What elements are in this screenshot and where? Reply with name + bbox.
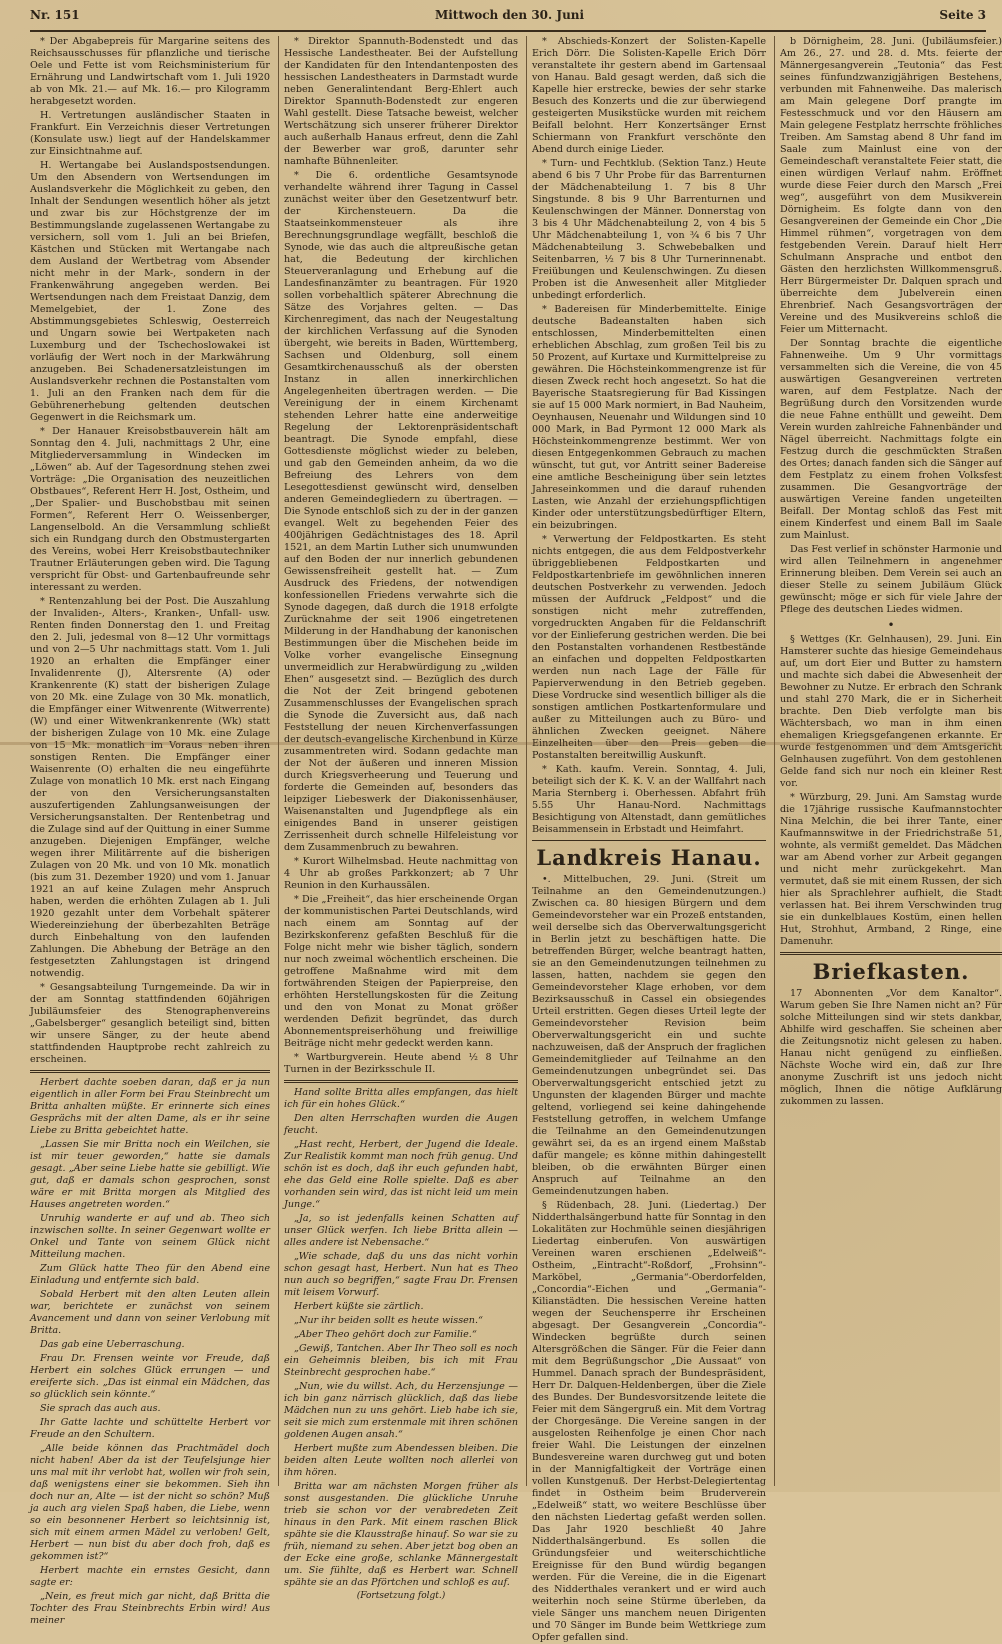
article-doernigheim-cont: Der Sonntag brachte die eigentliche Fahnenweihe. Um 9 Uhr vormittags versammelten sich die Vereine, die von 45 auswärtigen Gesangvereinen vertreten waren, auf dem Festplatze. Nach der Begrüßung durch den Vorsitzenden wurde die neue Fahne enthüllt und geweiht. Dem Verein wurden zahlreiche Fahnenbänder und Nägel überreicht. Nachmittags folgte ein Festzug durch die geschmückten Straßen des Ortes; danach fanden sich die Sänger auf dem Festplatz zu einem frohen Volksfest zusammen. Die Gesangvorträge der auswärtigen Vereine fanden ungeteilten Beifall. Der Montag schloß das Fest mit einem Kinderfest und einem Ball im Saale zum Mainlust. <box>780 338 1002 541</box>
article-singing-section: * Gesangsabteilung Turngemeinde. Da wir in der am Sonntag stattfindenden 60jährigen Jubiläumsfeier des Stenographenvereins „Gabelsberger“ gesanglich beteiligt sind, bitten wir unsere Sänger, zu der heute abend stattfindenden Hauptprobe recht zahlreich zu erscheinen. <box>30 982 270 1065</box>
serial-paragraph: „Lassen Sie mir Britta noch ein Weilchen, sie ist mir teuer geworden,“ hatte sie damals gesagt. „Aber seine Liebe hatte sie gebilligt. Wie gut, daß er damals schon gesprochen, sonst wäre er mit Britta morgen als Mitglied des Hauses angetreten worden.“ <box>30 1139 270 1210</box>
serial-paragraph: Ihr Gatte lachte und schüttelte Herbert vor Freude an den Schultern. <box>30 1417 270 1440</box>
serial-paragraph: Den alten Herrschaften wurden die Augen feucht. <box>284 1113 518 1136</box>
issue-date: Mittwoch den 30. Juni <box>434 8 585 22</box>
serial-paragraph: Zum Glück hatte Theo für den Abend eine Einladung und entfernte sich bald. <box>30 1263 270 1286</box>
serial-paragraph: Frau Dr. Frensen weinte vor Freude, daß Herbert ein solches Glück errungen — und ereiferte sich. „Das ist einmal ein Mädchen, das so glücklich sein könnte.“ <box>30 1353 270 1400</box>
serial-paragraph: „Wie schade, daß du uns das nicht vorhin schon gesagt hast, Herbert. Nun hat es Theo nun auch so begriffen,“ sagte Frau Dr. Frensen mit leisem Vorwurf. <box>284 1251 518 1298</box>
article-freiheit-newspaper: * Die „Freiheit“, das hier erscheinende Organ der kommunistischen Partei Deutschlands, wird nach einem am Sonntag auf der Bezirkskonferenz gefaßten Beschluß für die Folge nicht mehr wie bisher täglich, sondern nur noch zweimal wöchentlich erscheinen. Die getroffene Maßnahme wird mit dem fortwährenden Steigen der Papierpreise, den erhöhten Herstellungskosten für die Zeitung und den von Monat zu Monat größer werdenden Defizit begründet, das durch Abonnementspreiserhöhung und freiwillige Beiträge nicht mehr gedeckt werden kann. <box>284 894 518 1049</box>
serial-separator <box>30 1070 270 1073</box>
section-heading-briefkasten: Briefkasten. <box>812 959 970 984</box>
star-separator-icon: • <box>887 618 895 632</box>
article-wartburgverein: * Wartburgverein. Heute abend ½ 8 Uhr Turnen in der Bezirksschule II. <box>284 1052 518 1075</box>
column-4 <box>774 36 1002 1486</box>
article-margarine-price: * Der Abgabepreis für Margarine seitens des Reichsausschusses für pflanzliche und tierische Oele und Fette ist vom Reichsministerium für Ernährung und Landwirtschaft vom 1. Juli 1920 ab von Mk. 21.— auf Mk. 16.— pro Kilogramm herabgesetzt worden. <box>30 36 270 107</box>
serial-paragraph: „Nun, wie du willst. Ach, du Herzensjunge — ich bin ganz närrisch glücklich, daß das liebe Mädchen nun zu uns gehört. Lieb habe ich sie, seit sie mich zum erstenmale mit ihren schönen goldenen Augen ansah.“ <box>284 1381 518 1440</box>
column-2 <box>278 36 518 1601</box>
page-number: Seite 3 <box>939 8 986 22</box>
article-ruedenbach: § Rüdenbach, 28. Juni. (Liedertag.) Der Nidderthalsängerbund hatte für Sonntag in den Lokalitäten zur Hochmühle seinen diesjährigen Liedertag einberufen. Von auswärtigen Vereinen waren erschienen „Edelweiß“-Ostheim, „Eintracht“-Roßdorf, „Frohsinn“-Marköbel, „Germania“-Oberdorfelden, „Concordia“-Eichen und „Germania“-Kilianstädten. Die hessischen Vereine hatten wegen der Seuchensperre ihr Erscheinen abgesagt. Der Gesangverein „Concordia“-Windecken begrüßte durch seinen Altersgrößchen die Sänger. Für die Feier dann mit dem Begrüßungschor „Die Aussaat“ von Hummel. Danach sprach der Bundespräsident, Herr Dr. Dalquen-Heldenbergen, über die Ziele des Bundes. Der Bundesvorsitzende leitete die Feier mit dem Sängergruß ein. Mit dem Vortrag der Chorgesänge. Die Vereine sangen in der ausgelosten Reihenfolge je einen Chor nach freier Wahl. Die Leistungen der einzelnen Bundesvereine waren durchweg gut und boten in der Mannigfaltigkeit der Vorträge einen vollen Kunstgenuß. Der Herbst-Delegiertentag findet in Ostheim beim Bruderverein „Edelweiß“ statt, wo weitere Beschlüsse über den nächsten Liedertag gefaßt werden sollen. Das Jahr 1920 beschließt 40 Jahre Nidderthalsängerbund. Es sollen die Gründungsfeier und weiterschichtliche Ereignisse für den Bund würdig begangen werden. Für die Vereine, die in die Eigenart des Nidderthales verankert und er wird auch weiterhin noch seine Stürme überleben, da viele Sänger uns manchem neuen Dirigenten und 70 Sänger im Bunde beim Wettkriege zum Opfer gefallen sind. <box>532 1200 766 1643</box>
article-foreign-representations: H. Vertretungen ausländischer Staaten in Frankfurt. Ein Verzeichnis dieser Vertretungen (Konsulate usw.) liegt auf der Handelskammer zur Einsichtnahme auf. <box>30 110 270 157</box>
column-layout <box>30 36 1002 1643</box>
serial-paragraph: Sie sprach das auch aus. <box>40 1403 161 1414</box>
serial-paragraph: Herbert machte ein ernstes Gesicht, dann sagte er: <box>30 1565 270 1588</box>
section-rule <box>780 952 1002 955</box>
article-catholic-merchants: * Kath. kaufm. Verein. Sonntag, 4. Juli, beteiligt sich der K. K. V. an der Wallfahrt nach Maria Sternberg i. Oberhessen. Abfahrt früh 5.55 Uhr Hanau-Nord. Nachmittags Besichtigung von Altenstadt, dann gemütliches Beisammensein in Erbstadt und Heimfahrt. <box>532 764 766 835</box>
article-kurort-wilhelmsbad: * Kurort Wilhelmsbad. Heute nachmittag von 4 Uhr ab großes Parkkonzert; ab 7 Uhr Reunion in den Kurhaussälen. <box>284 856 518 891</box>
article-farewell-concert: * Abschieds-Konzert der Solisten-Kapelle Erich Dörr. Die Solisten-Kapelle Erich Dörr veranstaltete ihr gestern abend im Gartensaal von Hanau. Bald gesagt werden, daß sich die Kapelle hier erstrecke, bewies der sehr starke Besuch des Konzerts und die zur überwiegend gesteigerten Musikstücke wurden mit reichem Beifall belohnt. Herr Konzertsänger Ernst Schiermann von Frankfurt verschönte den Abend durch einige Lieder. <box>532 36 766 155</box>
article-spa-trips: * Badereisen für Minderbemittelte. Einige deutsche Badeanstalten haben sich entschlossen, Minderbemittelten einen erheblichen Abschlag, zum großen Teil bis zu 50 Prozent, auf Kurtaxe und Kurmittelpreise zu gewähren. Die Höchsteinkommengrenze ist für diesen Zweck recht hoch angesetzt. So hat die Bayerische Staatsregierung für Bad Kissingen sie auf 15 000 Mark normiert, in Bad Nauheim, Oeynhausen, Neuenahr und Wildungen sind 10 000 Mark, in Bad Pyrmont 12 000 Mark als Höchsteinkommengrenze bestimmt. Wer von diesen Entgegenkommen Gebrauch zu machen wünscht, tut gut, vor Antritt seiner Badereise eine amtliche Bescheinigung über sein letztes Jahreseinkommen und die darauf ruhenden Lasten, wie Anzahl der erziehungspflichtigen Kinder oder unterstützungsbedürftiger Eltern, ein beizubringen. <box>532 304 766 531</box>
serial-paragraph: Britta war am nächsten Morgen früher als sonst ausgestanden. Die glückliche Unruhe trieb sie schon vor der verabredeten Zeit hinaus in den Park. Mit einem raschen Blick spähte sie die Klausstraße hinauf. So war sie zu früh, niemand zu sehen. Aber jetzt bog oben an der Ecke eine große, schlanke Männergestalt um. Sie fühlte, daß es Herbert war. Schnell spähte sie an das Pförtchen und schloß es auf. <box>284 1481 518 1588</box>
column-3 <box>526 36 766 1643</box>
serial-paragraph: „Nur ihr beiden sollt es heute wissen.“ <box>294 1315 483 1326</box>
serial-paragraph: Herbert dachte soeben daran, daß er ja nun eigentlich in aller Form bei Frau Steinbrecht um Britta anhalten müßte. Er erinnerte sich eines Gesprächs mit der alten Dame, als er ihr seine Liebe zu Britta gebeichtet hatte. <box>30 1077 270 1136</box>
article-letterbox-reply: 17 Abonnenten „Vor dem Kanaltor“. Warum geben Sie Ihre Namen nicht an? Für solche Mitteilungen sind wir stets dankbar, Abhilfe wird geschaffen. Sie scheinen aber die Zeitungsnotiz nicht gelesen zu haben. Hanau nicht genügend zu einfließen. Nächste Woche wird ein, daß zur Ihre anonyme Zuschrift ist uns jedoch nicht möglich, Ihnen die nötige Aufklärung zukommen zu lassen. <box>780 988 1002 1107</box>
section-heading-landkreis: Landkreis Hanau. <box>536 845 762 870</box>
serial-separator <box>284 1080 518 1083</box>
article-general-synod: * Die 6. ordentliche Gesamtsynode verhandelte während ihrer Tagung in Cassel zunächst weiter über den Gesetzentwurf betr. der Kirchensteuern. Da die Staatseinkommensteuer als ihre Berechnungsgrundlage wegfällt, beschloß die Synode, wie das auch die altpreußische getan hat, die Bedeutung der kirchlichen Steuerveranlagung und Erhebung auf die Landesfinanzämter zu beantragen. Für 1920 sollen vorbehaltlich späterer Abrechnung die Sätze des Vorjahres gelten. — Das Kirchenregiment, das nach der Neugestaltung der kirchlichen Verfassung auf die Synoden übergeht, wie bereits in Baden, Württemberg, Sachsen und Oldenburg, soll einem Gesamtkirchenausschuß als der obersten Instanz in allen innerkirchlichen Angelegenheiten übertragen werden. — Die Vereinigung der in einem Kirchenamt stehenden Lehrer hatte eine anderweitige Regelung der Lektorenpräsidentschaft beantragt. Die Synode empfahl, diese Gottesdienste möglichst wieder zu beleben, und gab den Gemeinden anheim, da wo die Befreiung des Lehrers von dem Lesegottesdienst gewünscht wird, denselben anderen Gemeindegliedern zu übertragen. — Die Synode entschloß sich zu der in der ganzen evangel. Welt zu begehenden Feier des 400jährigen Gedächtnistages des 18. April 1521, an dem Martin Luther sich unumwunden auf den Boden der nur innerlich gebundenen Gewissensfreiheit gestellt hat. — Zum Ausdruck des Friedens, der notwendigen konfessionellen Friedens verwahrte sich die Synode dagegen, daß durch die 1918 erfolgte Zurücknahme der seit 1906 eingetretenen Milderung in der Handhabung der kanonischen Bestimmungen über die Mischehen beide im Volke vorher evangelische Einsegnung unvermeidlich zur Herabwürdigung zu „wilden Ehen“ ausgesetzt sind. — Bezüglich des durch die Not der Zeit bringend gebotenen Zusammenschlusses der Evangelischen sprach die Synode die Zuversicht aus, daß nach Feststellung der neuen Kirchenverfassungen der deutsch-evangelische Kirchenbund in Kürze zusammentreten wird. Sodann gedachte man der Not der äußeren und inneren Mission durch Kriegsverheerung und Teuerung und forderte die Gemeinden auf, besonders das leipziger Liebeswerk der Diakonissenhäuser, Waisenanstalten und Jugendpflege als ein einigendes Band in unserer geistigen Zerrissenheit durch schnelle Hilfeleistung vor dem Zusammenbruch zu bewahren. <box>284 170 518 853</box>
article-wettges: § Wettges (Kr. Gelnhausen), 29. Juni. Ein Hamsterer suchte das hiesige Gemeindehaus auf, um dort Eier und Butter zu hamstern und machte sich dabei die Abwesenheit der Bewohner zu Nutze. Er erbrach den Schrank und stahl 270 Mark, die er in Sicherheit brachte. Den Dieb verfolgte man bis Wächtersbach, wo man in ihm einen ehemaligen Kriegsgefangenen erkannte. Er wurde festgenommen und dem Amtsgericht Gelnhausen zugeführt. Von dem gestohlenen Gelde fand sich nur noch ein kleiner Rest vor. <box>780 634 1002 789</box>
issue-number: Nr. 151 <box>30 8 80 22</box>
page-header <box>30 8 986 32</box>
article-wuerzburg: * Würzburg, 29. Juni. Am Samstag wurde die 17jährige russische Kaufmannstochter Nina Melchin, die bei ihrer Tante, einer Kaufmannswitwe in der Friedrichstraße 51, wohnte, als vermißt gemeldet. Das Mädchen war am Abend vorher zur Arbeit gegangen und nicht mehr zurückgekehrt. Man vermutet, daß sie mit einem Russen, der sich hier als Sprachlehrer aufhielt, die Stadt verlassen hat. Bei ihrem Verschwinden trug sie ein dunkelblaues Kostüm, einen hellen Hut, Strohhut, Armband, 2 Ringe, eine Damenuhr. <box>780 792 1002 947</box>
paper-fold-crease <box>0 742 1000 745</box>
serial-paragraph: Das gab eine Ueberraschung. <box>40 1339 185 1350</box>
column-1 <box>30 36 270 1626</box>
section-rule <box>532 840 766 841</box>
serial-paragraph: Herbert küßte sie zärtlich. <box>294 1301 424 1312</box>
serial-paragraph: „Ja, so ist jedenfalls keinen Schatten auf unser Glück werfen. Ich liebe Britta allein — alles andere ist Nebensache.“ <box>284 1213 518 1248</box>
article-doernigheim: b Dörnigheim, 28. Juni. (Jubiläumsfeier.) Am 26., 27. und 28. d. Mts. feierte der Männergesangverein „Teutonia“ das Fest seines fünfundzwanzigjährigen Bestehens, verbunden mit Fahnenweihe. Das malerisch am Main gelegene Dorf prangte im Festesschmuck und vor den Häusern am Main gelegene Festplatz herrschte fröhliches Treiben. Am Samstag abend 8 Uhr fand im Saale zum Mainlust eine von der Gemeindeschaft veranstaltete Feier statt, die einen würdigen Verlauf nahm. Eröffnet wurde diese Feier durch den Marsch „Frei weg“, ausgeführt von dem Musikverein Dörnigheim. Es folgte dann von den Gesangvereinen der Gemeinde ein Chor „Die Himmel rühmen“, vorgetragen von dem festgebenden Verein. Darauf hielt Herr Schulmann Ansprache und entbot den Gästen den herzlichsten Willkommensgruß. Herr Bürgermeister Dr. Dalquen sprach und überreichte dem Jubelverein einen Ehrenbrief. Nach Gesangsvorträgen der Vereine und des Musikvereins schloß die Feier um Mitternacht. <box>780 36 1002 335</box>
serial-paragraph: Sobald Herbert mit den alten Leuten allein war, berichtete er zunächst von seinem Avancement und dann von seiner Verlobung mit Britta. <box>30 1289 270 1336</box>
article-mittelbuchen: •. Mittelbuchen, 29. Juni. (Streit um Teilnahme an den Gemeindenutzungen.) Zwischen ca. 80 hiesigen Bürgern und dem Gemeindevorsteher war ein Prozeß entstanden, weil derselbe sich das Oberverwaltungsgericht in Berlin jetzt zu beschäftigen hatte. Die betreffenden Bürger, welche beantragt hatten, sie an den Gemeindenutzungen teilnehmen zu lassen, hatten, nachdem sie gegen den Gemeindevorsteher Klage erhoben, vor dem Bezirksausschuß in Cassel ein obsiegendes Urteil erstritten. Gegen dieses Urteil legte der Gemeindevorsteher Revision beim Oberverwaltungsgericht ein und suchte nachzuweisen, daß der Anspruch der fraglichen Gemeindemitglieder auf Teilnahme an den Gemeindenutzungen unbegründet sei. Das Oberverwaltungsgericht entschied jetzt zu Ungunsten der klagenden Bürger und machte geltend, vorliegend sei keine dahingehende Feststellung getroffen, in welchem Umfange die Teilnahme an den Gemeindenutzungen gewährt sei, da es an irgend einem Maßstab dafür mangele; es könne mithin dahingestellt bleiben, ob die erwähnten Bürger einen Anspruch auf Teilnahme an den Gemeindenutzungen haben. <box>532 874 766 1197</box>
serial-paragraph: Hand sollte Britta alles empfangen, das hielt ich für ein hohes Glück.“ <box>284 1087 518 1110</box>
article-fruit-growing-association: * Der Hanauer Kreisobstbauverein hält am Sonntag den 4. Juli, nachmittags 2 Uhr, eine Mitgliederversammlung in Windecken im „Löwen“ ab. Auf der Tagesordnung stehen zwei Vorträge: „Die Organisation des neuzeitlichen Obstbaues“, Referent Herr H. Jost, Ostheim, und „Der Spalier- und Buschobstbau mit seinen Formen“, Referent Herr O. Weissenberger, Langenselbold. An die Versammlung schließt sich ein Rundgang durch den Obstmustergarten des Vereins, wobei Herr Kreisobstbautechniker Trautner Erläuterungen geben wird. Die Tagung verspricht für Obst- und Gartenbaufreunde sehr interessant zu werden. <box>30 426 270 593</box>
serial-paragraph: Unruhig wanderte er auf und ab. Theo sich inzwischen sollte. In seiner Gegenwart wollte er Onkel und Tante von seinem Glück nicht Mitteilung machen. <box>30 1213 270 1260</box>
serial-continuation-note: (Fortsetzung folgt.) <box>356 1591 446 1601</box>
article-theatre-director: * Direktor Spannuth-Bodenstedt und das Hessische Landestheater. Bei der Aufstellung der Kandidaten für den Intendantenposten des hessischen Landestheaters in Darmstadt wurde neben Generalintendant Berg-Ehlert auch Direktor Spannuth-Bodenstedt zur engeren Wahl gestellt. Diese Tatsache beweist, welcher Wertschätzung sich unserer früherer Direktor auch außerhalb Hanaus erfreut, denn die Zahl der Bewerber war groß, darunter sehr namhafte Bühnenleiter. <box>284 36 518 167</box>
serial-paragraph: „Hast recht, Herbert, der Jugend die Ideale. Zur Realistik kommt man noch früh genug. Und schön ist es doch, daß ihr euch gefunden habt, ehe das Geld eine Rolle spielte. Daß es aber vorhanden sein wird, das ist nicht leid um mein Junge.“ <box>284 1139 518 1210</box>
article-gymnastics-club: * Turn- und Fechtklub. (Sektion Tanz.) Heute abend 6 bis 7 Uhr Probe für das Barrenturnen der Mädchenabteilung 1. 7 bis 8 Uhr Singstunde. 8 bis 9 Uhr Barrenturnen und Keulenschwingen der Männer. Donnerstag von 3 bis 4 Uhr Mädchenabteilung 2, von 4 bis 5 Uhr Mädchenabteilung 1, von ¾ 6 bis 7 Uhr Mädchenabteilung 3. Schwebebalken und Seitenbarren, ½ 7 bis 8 Uhr Turnerinnenabt. Freiübungen und Keulenschwingen. Zu diesen Proben ist die Anwesenheit aller Mitglieder unbedingt erforderlich. <box>532 158 766 301</box>
serial-paragraph: „Aber Theo gehört doch zur Familie.“ <box>294 1329 477 1340</box>
article-doernigheim-end: Das Fest verlief in schönster Harmonie und wird allen Teilnehmern in angenehmer Erinnerung bleiben. Dem Verein sei auch an dieser Stelle zu seinem Jubiläum Glück gewünscht; möge er sich für viele Jahre der Pflege des deutschen Liedes widmen. <box>780 544 1002 615</box>
serial-paragraph: Herbert mußte zum Abendessen bleiben. Die beiden alten Leute wollten noch allerlei von ihm hören. <box>284 1443 518 1478</box>
serial-paragraph: „Alle beide können das Prachtmädel doch nicht haben! Aber da ist der Teufelsjunge hier uns mal mit ihr verlobt hat, wollen wir froh sein, daß wenigstens einer sie bekommen. Sieh ihn doch nur an, Alte — ist der nicht so schön? Muß ja auch arg vielen Spaß haben, die Liebe, wenn so ein besonnener Herbert so leichtsinnig ist, sich mit einem armen Mädel zu verloben! Gelt, Herbert — nun bist du aber doch froh, daß es gekommen ist?“ <box>30 1443 270 1562</box>
article-pension-payment: * Rentenzahlung bei der Post. Die Auszahlung der Invaliden-, Alters-, Kranken-, Unfall- usw. Renten finden Donnerstag den 1. und Freitag den 2. Juli, jedesmal von 8—12 Uhr vormittags und von 2—5 Uhr nachmittags statt. Vom 1. Juli 1920 an erhalten die Empfänger einer Invalidenrente (J), Altersrente (A) oder Krankenrente (K) statt der bisherigen Zulage von 20 Mk. eine Zulage von 30 Mk. monatlich, die Empfänger einer Witwenrente (Witwerrente) (W) und einer Witwenkrankenrente (Wk) statt der bisherigen Zulage von 10 Mk. eine Zulage von 15 Mk. monatlich im Voraus neben ihren sonstigen Renten. Die Empfänger einer Waisenrente (O) erhalten die neu eingeführte Zulage von monatlich 10 Mk. erst nach Eingang der von den Versicherungsanstalten auszufertigenden Zahlungsanweisungen der Versicherungsanstalten. Der Rentenbetrag und die Zulage sind auf der Quittung in einer Summe anzugeben. Diejenigen Empfänger, welche wegen ihrer Militärrente auf die bisherigen Zulagen von 20 Mk. und von 10 Mk. monatlich (bis zum 31. Dezember 1920) und vom 1. Januar 1921 an auf keine Zulagen mehr Anspruch haben, werden die erhöhten Zulagen ab 1. Juli 1920 gezahlt unter dem Vorbehalt späterer Wiedereinziehung der überbezahlten Beträge durch Einbehaltung von den laufenden Zahlungen. Die Abhebung der Beträge an den festgesetzten Zahlungstagen ist dringend notwendig. <box>30 596 270 979</box>
serial-paragraph: „Gewiß, Tantchen. Aber Ihr Theo soll es noch ein Geheimnis bleiben, bis ich mit Frau Steinbrecht gesprochen habe.“ <box>284 1343 518 1378</box>
article-foreign-postal-values: H. Wertangabe bei Auslandspostsendungen. Um den Absendern von Wertsendungen im Auslandsverkehr die Möglichkeit zu geben, den Inhalt der Sendungen wesentlich höher als jetzt und zwar bis zur Höchstgrenze der im Bestimmungslande zugelassenen Wertangabe zu versichern, soll vom 1. Juli an bei Briefen, Kästchen und Stücken mit Wertangabe nach dem Ausland der Wertbetrag vom Absender nicht mehr in der Mark-, sondern in der Frankenwährung angegeben werden. Bei Wertsendungen nach dem Freistaat Danzig, dem Memelgebiet, der 1. Zone des Abstimmungsgebietes Schleswig, Oesterreich und Ungarn sowie bei Wertpaketen nach Luxemburg und der Tschechoslowakei ist vorläufig der Wert noch in der Markwährung anzugeben. Bei Schadenersatzleistungen im Auslandsverkehr rechnen die Postanstalten vom 1. Juli an den Franken nach dem für die Gebührenerhebung geltenden deutschen Gegenwert in die Reichsmark um. <box>30 160 270 423</box>
serial-paragraph: „Nein, es freut mich gar nicht, daß Britta die Tochter des Frau Steinbrechts Erbin wird! Aus meiner <box>30 1591 270 1626</box>
article-field-postcards: * Verwertung der Feldpostkarten. Es steht nichts entgegen, die aus dem Feldpostverkehr übriggebliebenen Feldpostkarten und Feldpostkartenbriefe im gewöhnlichen inneren deutschen Postverkehr zu verwenden. Jedoch müssen der Aufdruck „Feldpost“ und die sonstigen nicht mehr zutreffenden, vorgedruckten Angaben für die Feldanschrift vor der Einlieferung gestrichen werden. Die bei den Postanstalten vorhandenen Restbestände an einfachen und doppelten Feldpostkarten werden nun nach Lage der Fälle für Papierverwendung in den Betrieb gegeben. Diese Vordrucke sind wesentlich billiger als die sonstigen amtlichen Postkartenformulare und außer zu Mitteilungen auch zu Büro- und ähnlichen Zwecken geeignet. Nähere Einzelheiten über den Preis geben die Postanstalten bereitwillig Auskunft. <box>532 534 766 761</box>
